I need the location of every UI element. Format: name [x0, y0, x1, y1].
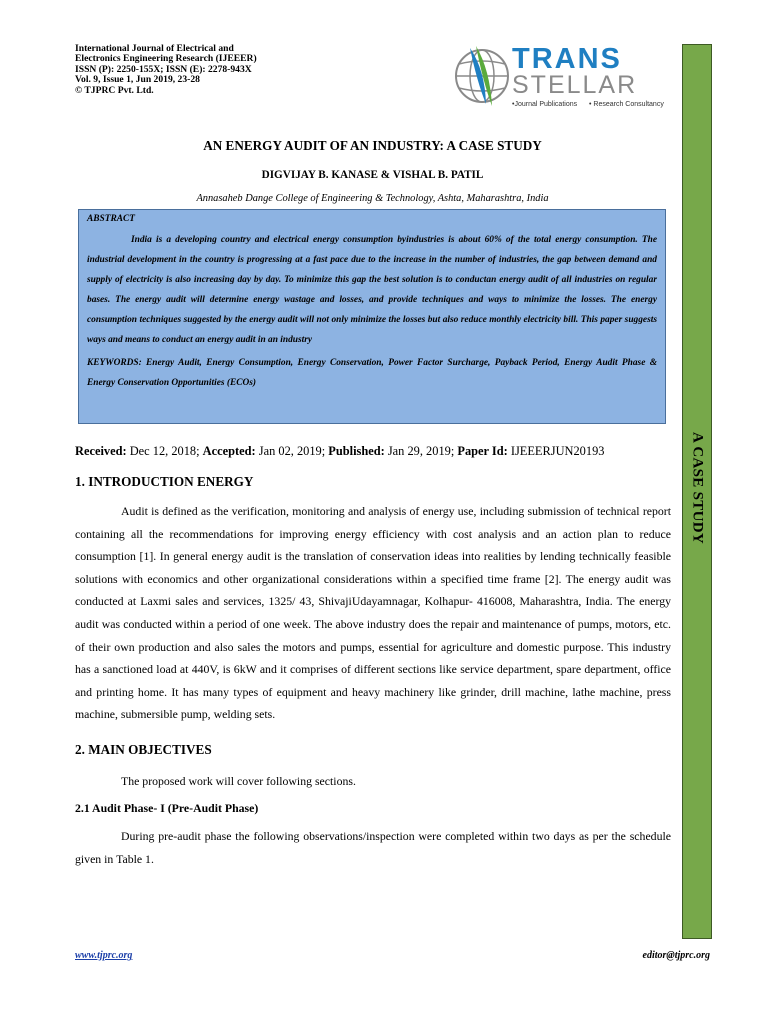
accepted-date: Jan 02, 2019; [255, 444, 329, 458]
footer-email: editor@tjprc.org [642, 950, 710, 961]
received-label: Received: [75, 444, 127, 458]
paper-title: AN ENERGY AUDIT OF AN INDUSTRY: A CASE STUDY [203, 138, 542, 153]
side-label: A CASE STUDY [689, 432, 706, 544]
section-heading-objectives: 2. MAIN OBJECTIVES [75, 742, 212, 757]
logo-word-trans: TRANS [512, 43, 622, 75]
journal-info [75, 44, 375, 96]
journal-line: Vol. 9, Issue 1, Jun 2019, 23-28 [75, 74, 200, 86]
logo-word-stellar: STELLAR [512, 71, 638, 99]
section-heading-introduction: 1. INTRODUCTION ENERGY [75, 474, 254, 489]
published-date: Jan 29, 2019; [384, 444, 458, 458]
pre-audit-paragraph: During pre-audit phase the following observations/inspection were completed within two days as per the schedule given in Table 1. [75, 829, 671, 866]
received-date: Dec 12, 2018; [126, 444, 203, 458]
abstract-text: India is a developing country and electrical energy consumption byindustries is about 60% of the total energy consumption. The industrial development in the country is progressing at a fast pace due to the increase in the number of industries, the gap between demand and supply of electricity is also increasing day by day. To minimize this gap the best solution is to conductan energy audit of all industries on regular bases. The energy audit will determine energy wastage and losses, and provide techniques and ways to minimize the losses. The energy consumption techniques suggested by the energy audit will not only minimize the losses but also reduce monthly electricity bill. This paper suggests ways and means to conduct an energy audit in an industry [87, 235, 657, 345]
paper-id-label: Paper Id: [457, 444, 508, 458]
logo-tagline-1: •Journal Publications [512, 101, 578, 108]
abstract-box [78, 209, 666, 424]
paper-authors: DIGVIJAY B. KANASE & VISHAL B. PATIL [261, 169, 484, 181]
footer-website-link[interactable]: www.tjprc.org [75, 950, 133, 961]
objectives-paragraph: The proposed work will cover following sections. [121, 774, 356, 788]
paper-id: IJEEERJUN20193 [507, 444, 605, 458]
globe-logo-icon [456, 46, 508, 106]
journal-line: Electronics Engineering Research (IJEEER) [75, 53, 257, 65]
paper-affiliation: Annasaheb Dange College of Engineering & Technology, Ashta, Maharashtra, India [196, 193, 549, 204]
subsection-heading-pre-audit: 2.1 Audit Phase- I (Pre-Audit Phase) [75, 801, 259, 815]
journal-line: ISSN (P): 2250-155X; ISSN (E): 2278-943X [75, 63, 252, 75]
abstract-heading: ABSTRACT [87, 214, 135, 224]
journal-line: © TJPRC Pvt. Ltd. [75, 84, 154, 96]
published-label: Published: [328, 444, 385, 458]
dates-line [75, 444, 675, 459]
journal-line: International Journal of Electrical and [75, 43, 234, 54]
accepted-label: Accepted: [202, 444, 256, 458]
transstellar-logo [452, 40, 670, 112]
introduction-paragraph: Audit is defined as the verification, monitoring and analysis of energy use, including submission of technical report containing all the recommendations for improving energy efficiency with cost analysis and an action plan to reduce consumption [1]. In general energy audit is the translation of conservation ideas into realities by lending technically feasible solutions with economics and other organizational considerations within a specified time frame [2]. The energy audit was conducted at Laxmi sales and services, 1325/ 43, ShivajiUdayamnagar, Kolhapur- 416008, Maharashtra, India. The energy audit was conducted within a period of one week. The above industry does the repair and maintenance of pumps, motors, etc. of their own production and also sales the motors and pumps, essential for agriculture and domestic purpose. This industry has a sanctioned load at 440V, is 6kW and it comprises of different sections like service department, spare department, office and printing home. It has many types of equipment and heavy machinery like grinder, drill machine, lathe machine, press machine, submersible pump, welding sets. [75, 504, 671, 722]
logo-tagline-2: • Research Consultancy [589, 101, 664, 108]
keywords: KEYWORDS: Energy Audit, Energy Consumption, Energy Conservation, Power Factor Surcharge, Payback Period, Energy Audit Phase & Energy Conservation Opportunities (ECOs) [87, 358, 657, 388]
